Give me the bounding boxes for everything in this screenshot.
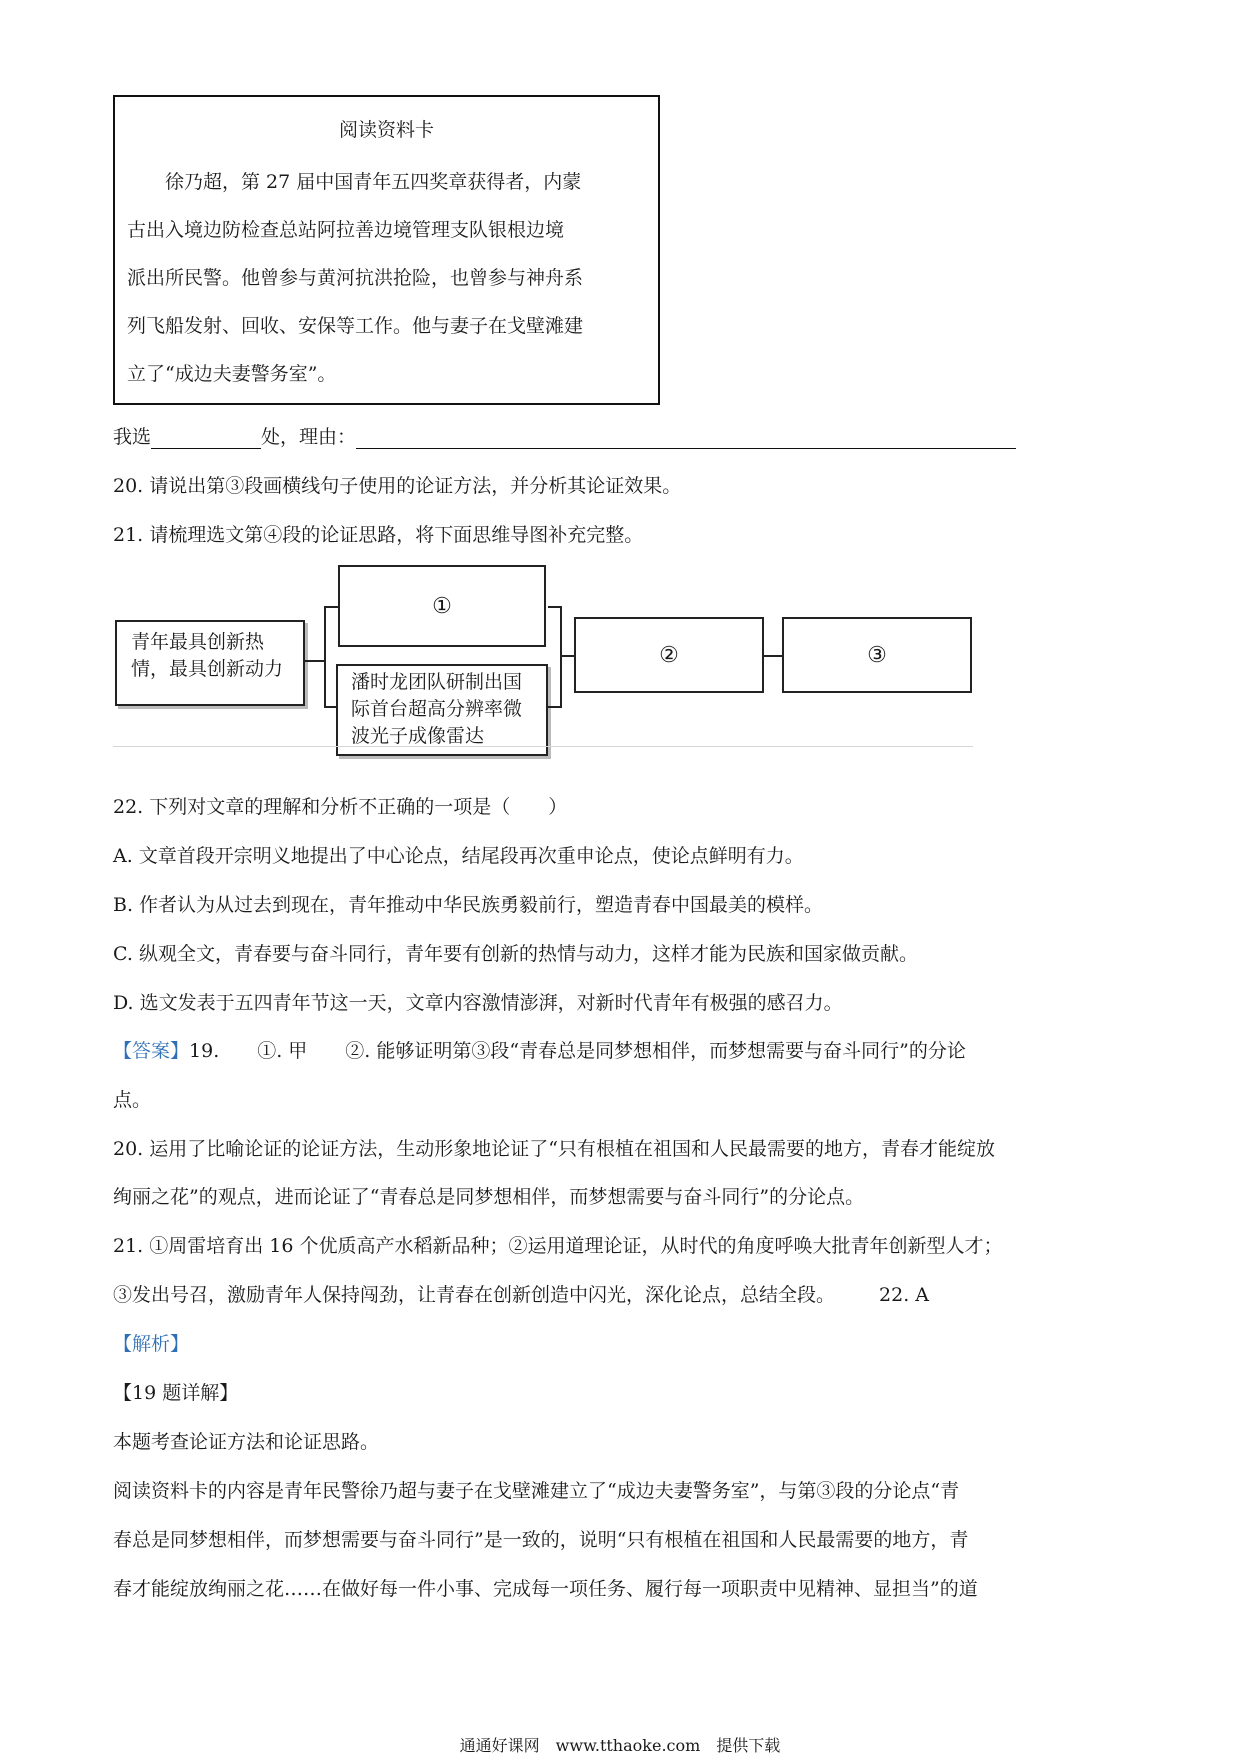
slot-3-label: ③ bbox=[867, 642, 887, 668]
connector bbox=[764, 655, 782, 657]
connector bbox=[324, 706, 336, 708]
option-a[interactable]: A. 文章首段开宗明义地提出了中心论点，结尾段再次重申论点，使论点鲜明有力。 bbox=[113, 845, 804, 867]
select-prefix: 我选 bbox=[113, 426, 152, 448]
connector bbox=[324, 606, 338, 608]
reading-card-line: 古出入境边防检查总站阿拉善边境管理支队银根边境 bbox=[127, 219, 565, 241]
reading-card-line: 徐乃超，第 27 届中国青年五四奖章获得者，内蒙 bbox=[127, 171, 582, 193]
mindmap-example-line: 潘时龙团队研制出国 bbox=[351, 671, 523, 693]
analysis-label: 【解析】 bbox=[113, 1333, 190, 1355]
analysis-line: 春总是同梦想相伴，而梦想需要与奋斗同行”是一致的，说明“只有根植在祖国和人民最需要的地方，青 bbox=[113, 1529, 969, 1551]
divider bbox=[113, 746, 973, 747]
connector bbox=[560, 606, 562, 708]
option-c[interactable]: C. 纵观全文，青春要与奋斗同行，青年要有创新的热情与动力，这样才能为民族和国家做贡献。 bbox=[113, 943, 918, 965]
reading-card-line: 派出所民警。他曾参与黄河抗洪抢险，也曾参与神舟系 bbox=[127, 267, 584, 289]
slot-2-label: ② bbox=[659, 642, 679, 668]
option-d[interactable]: D. 选文发表于五四青年节这一天，文章内容激情澎湃，对新时代青年有极强的感召力。 bbox=[113, 992, 843, 1014]
question-20: 20. 请说出第③段画横线句子使用的论证方法，并分析其论证效果。 bbox=[113, 475, 682, 497]
slot-1-label: ① bbox=[432, 593, 452, 619]
option-b[interactable]: B. 作者认为从过去到现在，青年推动中华民族勇毅前行，塑造青春中国最美的模样。 bbox=[113, 894, 824, 916]
answer-label: 【答案】 bbox=[113, 1040, 190, 1062]
select-middle: 处，理由： bbox=[261, 426, 357, 448]
select-line bbox=[113, 422, 1016, 449]
mindmap-root-line: 青年最具创新热 bbox=[131, 631, 265, 653]
mindmap-example-line: 际首台超高分辨率微 bbox=[351, 698, 523, 720]
choice-blank[interactable] bbox=[151, 428, 261, 449]
reading-card-line: 列飞船发射、回收、安保等工作。他与妻子在戈壁滩建 bbox=[127, 315, 584, 337]
mindmap-slot-1[interactable] bbox=[338, 565, 546, 647]
connector bbox=[548, 606, 560, 608]
reading-card-line: 立了“成边夫妻警务室”。 bbox=[127, 363, 337, 385]
connector bbox=[305, 660, 325, 662]
footer-watermark: 通通好课网 www.tthaoke.com 提供下载 bbox=[459, 1736, 781, 1755]
answer-22: 22. A bbox=[879, 1284, 929, 1306]
connector bbox=[560, 655, 574, 657]
answer-21-text: ③发出号召，激励青年人保持闯劲，让青春在创新创造中闪光，深化论点，总结全段。 bbox=[113, 1284, 836, 1306]
answer-19-line2: 点。 bbox=[113, 1089, 152, 1111]
question-22-stem: 22. 下列对文章的理解和分析不正确的一项是（ ） bbox=[113, 796, 568, 818]
answer-20-line1: 20. 运用了比喻论证的论证方法，生动形象地论证了“只有根植在祖国和人民最需要的地方，青春才能绽放 bbox=[113, 1138, 995, 1160]
mindmap-example-box bbox=[336, 664, 548, 756]
answer-20-line2: 绚丽之花”的观点，进而论证了“青春总是同梦想相伴，而梦想需要与奋斗同行”的分论点。 bbox=[113, 1186, 865, 1208]
connector bbox=[548, 706, 560, 708]
answer-21-line1: 21. ①周雷培育出 16 个优质高产水稻新品种；②运用道理论证，从时代的角度呼唤大批青年创新型人才； bbox=[113, 1235, 1003, 1257]
mindmap-root-line: 情，最具创新动力 bbox=[131, 658, 284, 680]
reading-card bbox=[113, 95, 660, 405]
reading-card-title: 阅读资料卡 bbox=[338, 119, 434, 141]
question-21: 21. 请梳理选文第④段的论证思路，将下面思维导图补充完整。 bbox=[113, 524, 644, 546]
answer-21-line2 bbox=[113, 1280, 929, 1307]
mindmap-root-box bbox=[115, 620, 305, 706]
answer-19-text: 19. ①. 甲 ②. 能够证明第③段“青春总是同梦想相伴，而梦想需要与奋斗同行”的分论 bbox=[189, 1040, 966, 1062]
mindmap-slot-2[interactable] bbox=[574, 617, 764, 693]
mindmap-slot-3[interactable] bbox=[782, 617, 972, 693]
connector bbox=[324, 606, 326, 708]
answer-19-line bbox=[113, 1036, 966, 1063]
analysis-line: 阅读资料卡的内容是青年民警徐乃超与妻子在戈壁滩建立了“成边夫妻警务室”，与第③段的分论点“青 bbox=[113, 1480, 960, 1502]
reason-blank[interactable] bbox=[356, 428, 1016, 449]
analysis-intro: 本题考查论证方法和论证思路。 bbox=[113, 1431, 380, 1453]
detail-title: 【19 题详解】 bbox=[113, 1382, 239, 1404]
mindmap-example-line: 波光子成像雷达 bbox=[351, 725, 485, 747]
analysis-line: 春才能绽放绚丽之花……在做好每一件小事、完成每一项任务、履行每一项职责中见精神、显担当”的道 bbox=[113, 1578, 978, 1600]
